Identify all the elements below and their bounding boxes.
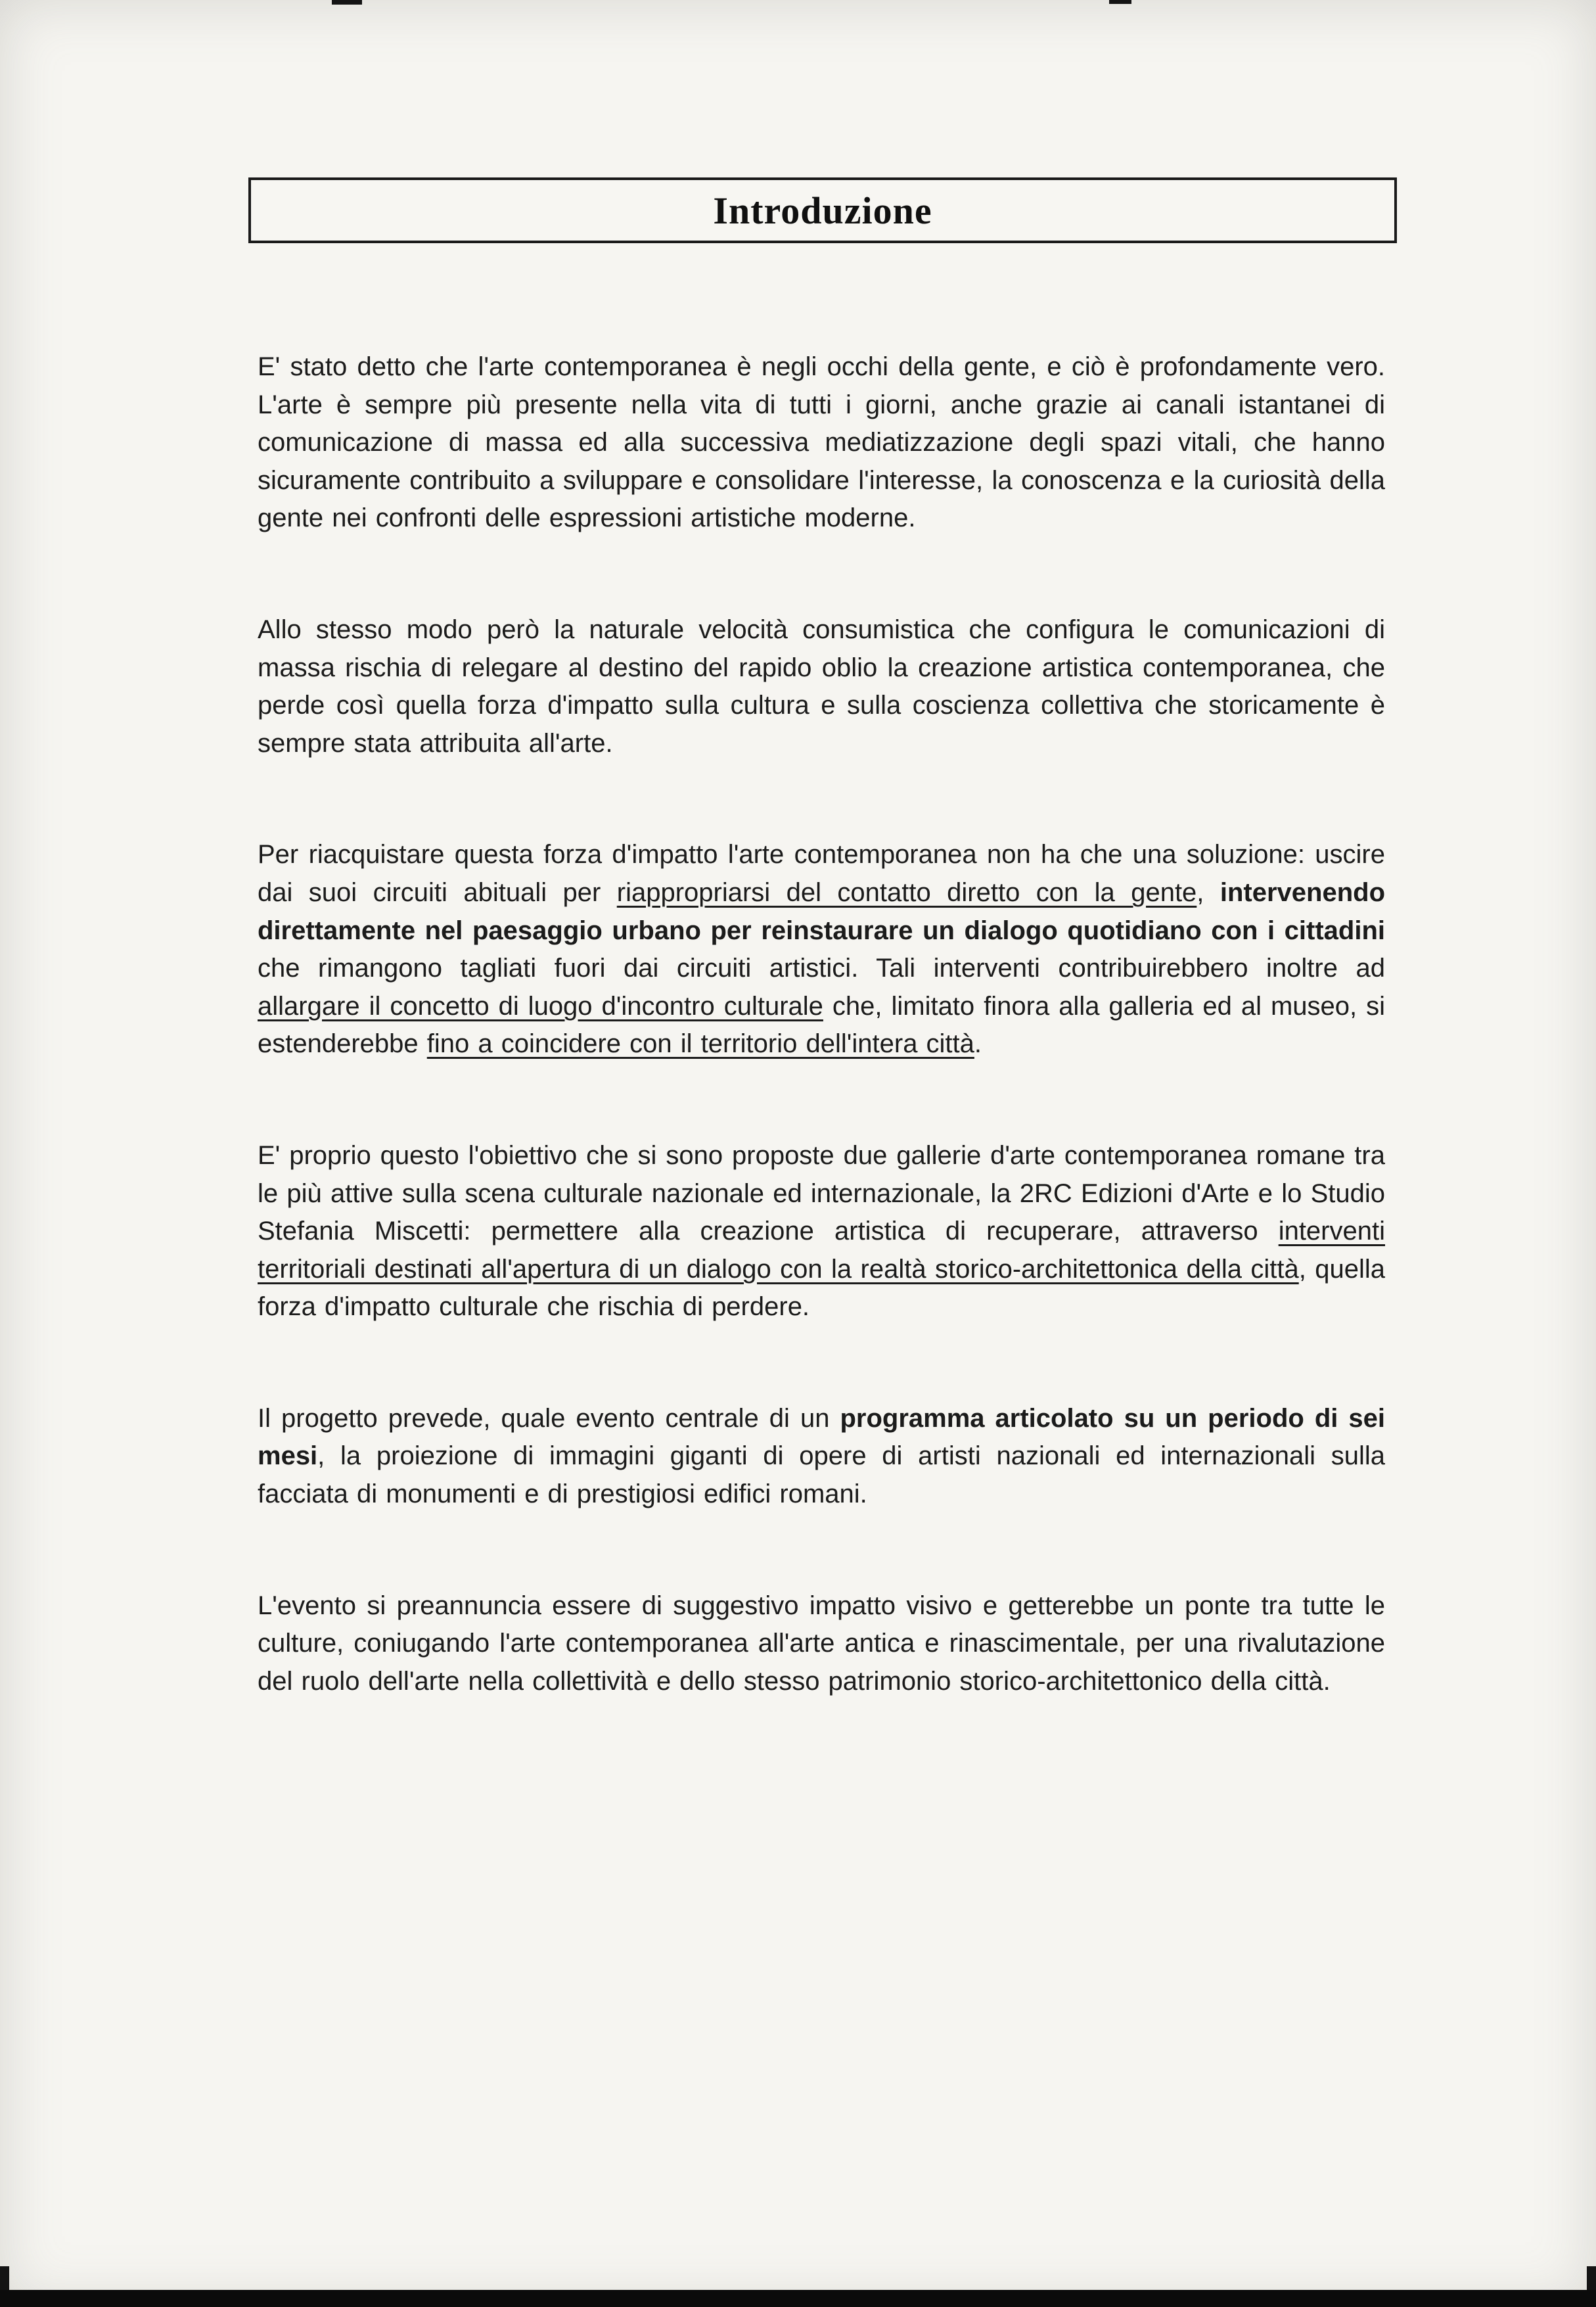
text-run: ,: [1197, 877, 1220, 907]
paragraph-2: [258, 611, 1385, 762]
text-run: che rimangono tagliati fuori dai circuiti artistici. Tali interventi contribuirebbero inoltre ad: [258, 954, 1385, 983]
text-run-bold: intervenendo direttamente nel paesaggio urbano per reinstaurare un dialogo quotidiano con i cittadini: [258, 877, 1385, 945]
page-title: Introduzione: [713, 189, 932, 232]
scan-artifact: [0, 2266, 9, 2293]
text-run-underlined: riappropriarsi del contatto diretto con la gente: [616, 877, 1197, 907]
scan-edge-bottom: [0, 2290, 1596, 2307]
text-run: E' proprio questo l'obiettivo che si sono proposte due gallerie d'arte contemporanea romane tra le più attive sulla scena culturale nazionale ed internazionale, la 2RC Edizioni d'Arte e lo Studio Stefania Miscetti: permettere alla creazione artistica di recuperare, attraverso: [258, 1140, 1385, 1246]
text-run-bold: programma articolato su un periodo di sei mesi: [258, 1403, 1385, 1471]
scan-artifact: [1109, 0, 1131, 4]
text-run: Il progetto prevede, quale evento centrale di un: [258, 1403, 840, 1433]
text-run-underlined: allargare il concetto di luogo d'incontro culturale: [258, 991, 823, 1021]
text-run-underlined: fino a coincidere con il territorio dell'intera città: [426, 1029, 974, 1059]
paragraph-6: [258, 1587, 1385, 1701]
paragraph-5: [258, 1400, 1385, 1514]
text-run: , quella forza d'impatto culturale che rischia di perdere.: [258, 1254, 1386, 1322]
title-box: [248, 177, 1397, 243]
document-body: [258, 348, 1385, 1774]
text-run: Per riacquistare questa forza d'impatto l'arte contemporanea non ha che una soluzione: uscire dai suoi circuiti abituali per: [258, 840, 1385, 907]
text-run-underlined: interventi territoriali destinati all'apertura di un dialogo con la realtà storico-architettonica della città: [258, 1217, 1385, 1284]
text-run: che, limitato finora alla galleria ed al museo, si estenderebbe: [258, 991, 1386, 1059]
text-run: L'evento si preannuncia essere di suggestivo impatto visivo e getterebbe un ponte tra tutte le culture, coniugando l'arte contemporanea all'arte antica e rinascimentale, per una rivalutazione del ruolo dell'arte nella collettività e dello stesso patrimonio storico-architettonico della città.: [258, 1591, 1385, 1696]
text-run: , la proiezione di immagini giganti di opere di artisti nazionali ed internazionali sulla facciata di monumenti e di prestigiosi edifici romani.: [258, 1441, 1385, 1509]
text-run: E' stato detto che l'arte contemporanea è negli occhi della gente, e ciò è profondamente vero. L'arte è sempre più presente nella vita di tutti i giorni, anche grazie ai canali istantanei di comunicazione di massa ed alla successiva mediatizzazione degli spazi vitali, che hanno sicuramente contribuito a sviluppare e consolidare l'interesse, la conoscenza e la curiosità della gente nei confronti delle espressioni artistiche moderne.: [258, 352, 1385, 533]
paragraph-1: [258, 348, 1385, 538]
scan-artifact: [332, 0, 362, 5]
scan-artifact: [1587, 2266, 1596, 2293]
paragraph-4: [258, 1137, 1385, 1326]
paragraph-3: [258, 836, 1385, 1063]
text-run: Allo stesso modo però la naturale velocità consumistica che configura le comunicazioni di massa rischia di relegare al destino del rapido oblio la creazione artistica contemporanea, che perde così quella forza d'impatto sulla cultura e sulla coscienza collettiva che storicamente è sempre stata attribuita all'arte.: [258, 615, 1385, 758]
text-run: .: [974, 1029, 982, 1059]
